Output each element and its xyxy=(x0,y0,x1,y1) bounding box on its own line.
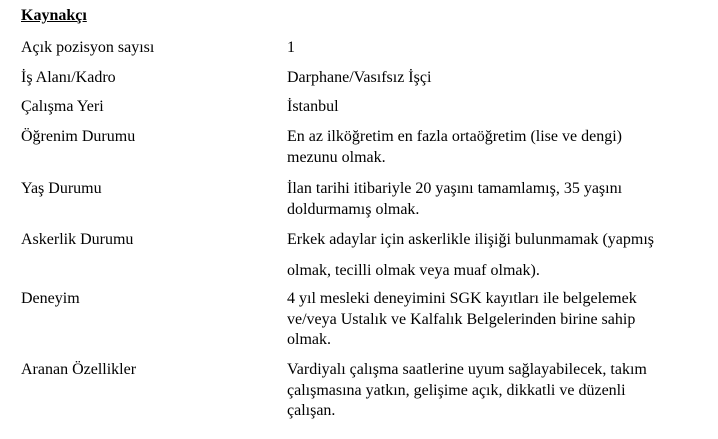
value-line: mezunu olmak. xyxy=(287,149,386,166)
value-line: İstanbul xyxy=(287,98,339,115)
section-title: Kaynakçı xyxy=(21,7,87,24)
row-label: Açık pozisyon sayısı xyxy=(21,39,155,56)
row-label: Çalışma Yeri xyxy=(21,98,104,115)
row-value xyxy=(287,67,707,89)
value-line: Vardiyalı çalışma saatlerine uyum sağlayabilecek, takım xyxy=(287,361,647,378)
value-line: İlan tarihi itibariyle 20 yaşını tamamlamış, 35 yaşını xyxy=(287,180,623,197)
value-line: çalışmasına yatkın, gelişime açık, dikkatli ve düzenli xyxy=(287,382,626,399)
value-line: ve/veya Ustalık ve Kalfalık Belgelerinden birine sahip xyxy=(287,311,636,328)
value-line: çalışan. xyxy=(287,402,336,419)
value-line: 1 xyxy=(287,39,295,56)
row-value xyxy=(287,288,707,350)
value-line: olmak. xyxy=(287,331,331,348)
row-label: Askerlik Durumu xyxy=(21,231,134,248)
value-line: Darphane/Vasıfsız İşçi xyxy=(287,69,432,86)
row-value xyxy=(287,96,707,118)
row-value xyxy=(287,37,707,59)
row-value xyxy=(287,359,707,421)
value-line: doldurmamış olmak. xyxy=(287,201,420,218)
row-label: Deneyim xyxy=(21,290,80,307)
row-label: Aranan Özellikler xyxy=(21,361,137,378)
row-value xyxy=(287,178,707,220)
row-label: İş Alanı/Kadro xyxy=(21,69,116,86)
value-line: 4 yıl mesleki deneyimini SGK kayıtları ile belgelemek xyxy=(287,290,637,307)
row-label: Yaş Durumu xyxy=(21,180,102,197)
value-line: olmak, tecilli olmak veya muaf olmak). xyxy=(287,262,540,279)
value-line: En az ilköğretim en fazla ortaöğretim (lise ve dengi) xyxy=(287,128,622,145)
row-label: Öğrenim Durumu xyxy=(21,128,136,145)
value-line: Erkek adaylar için askerlikle ilişiği bulunmamak (yapmış xyxy=(287,231,655,248)
row-value xyxy=(287,229,707,281)
row-value xyxy=(287,126,707,168)
